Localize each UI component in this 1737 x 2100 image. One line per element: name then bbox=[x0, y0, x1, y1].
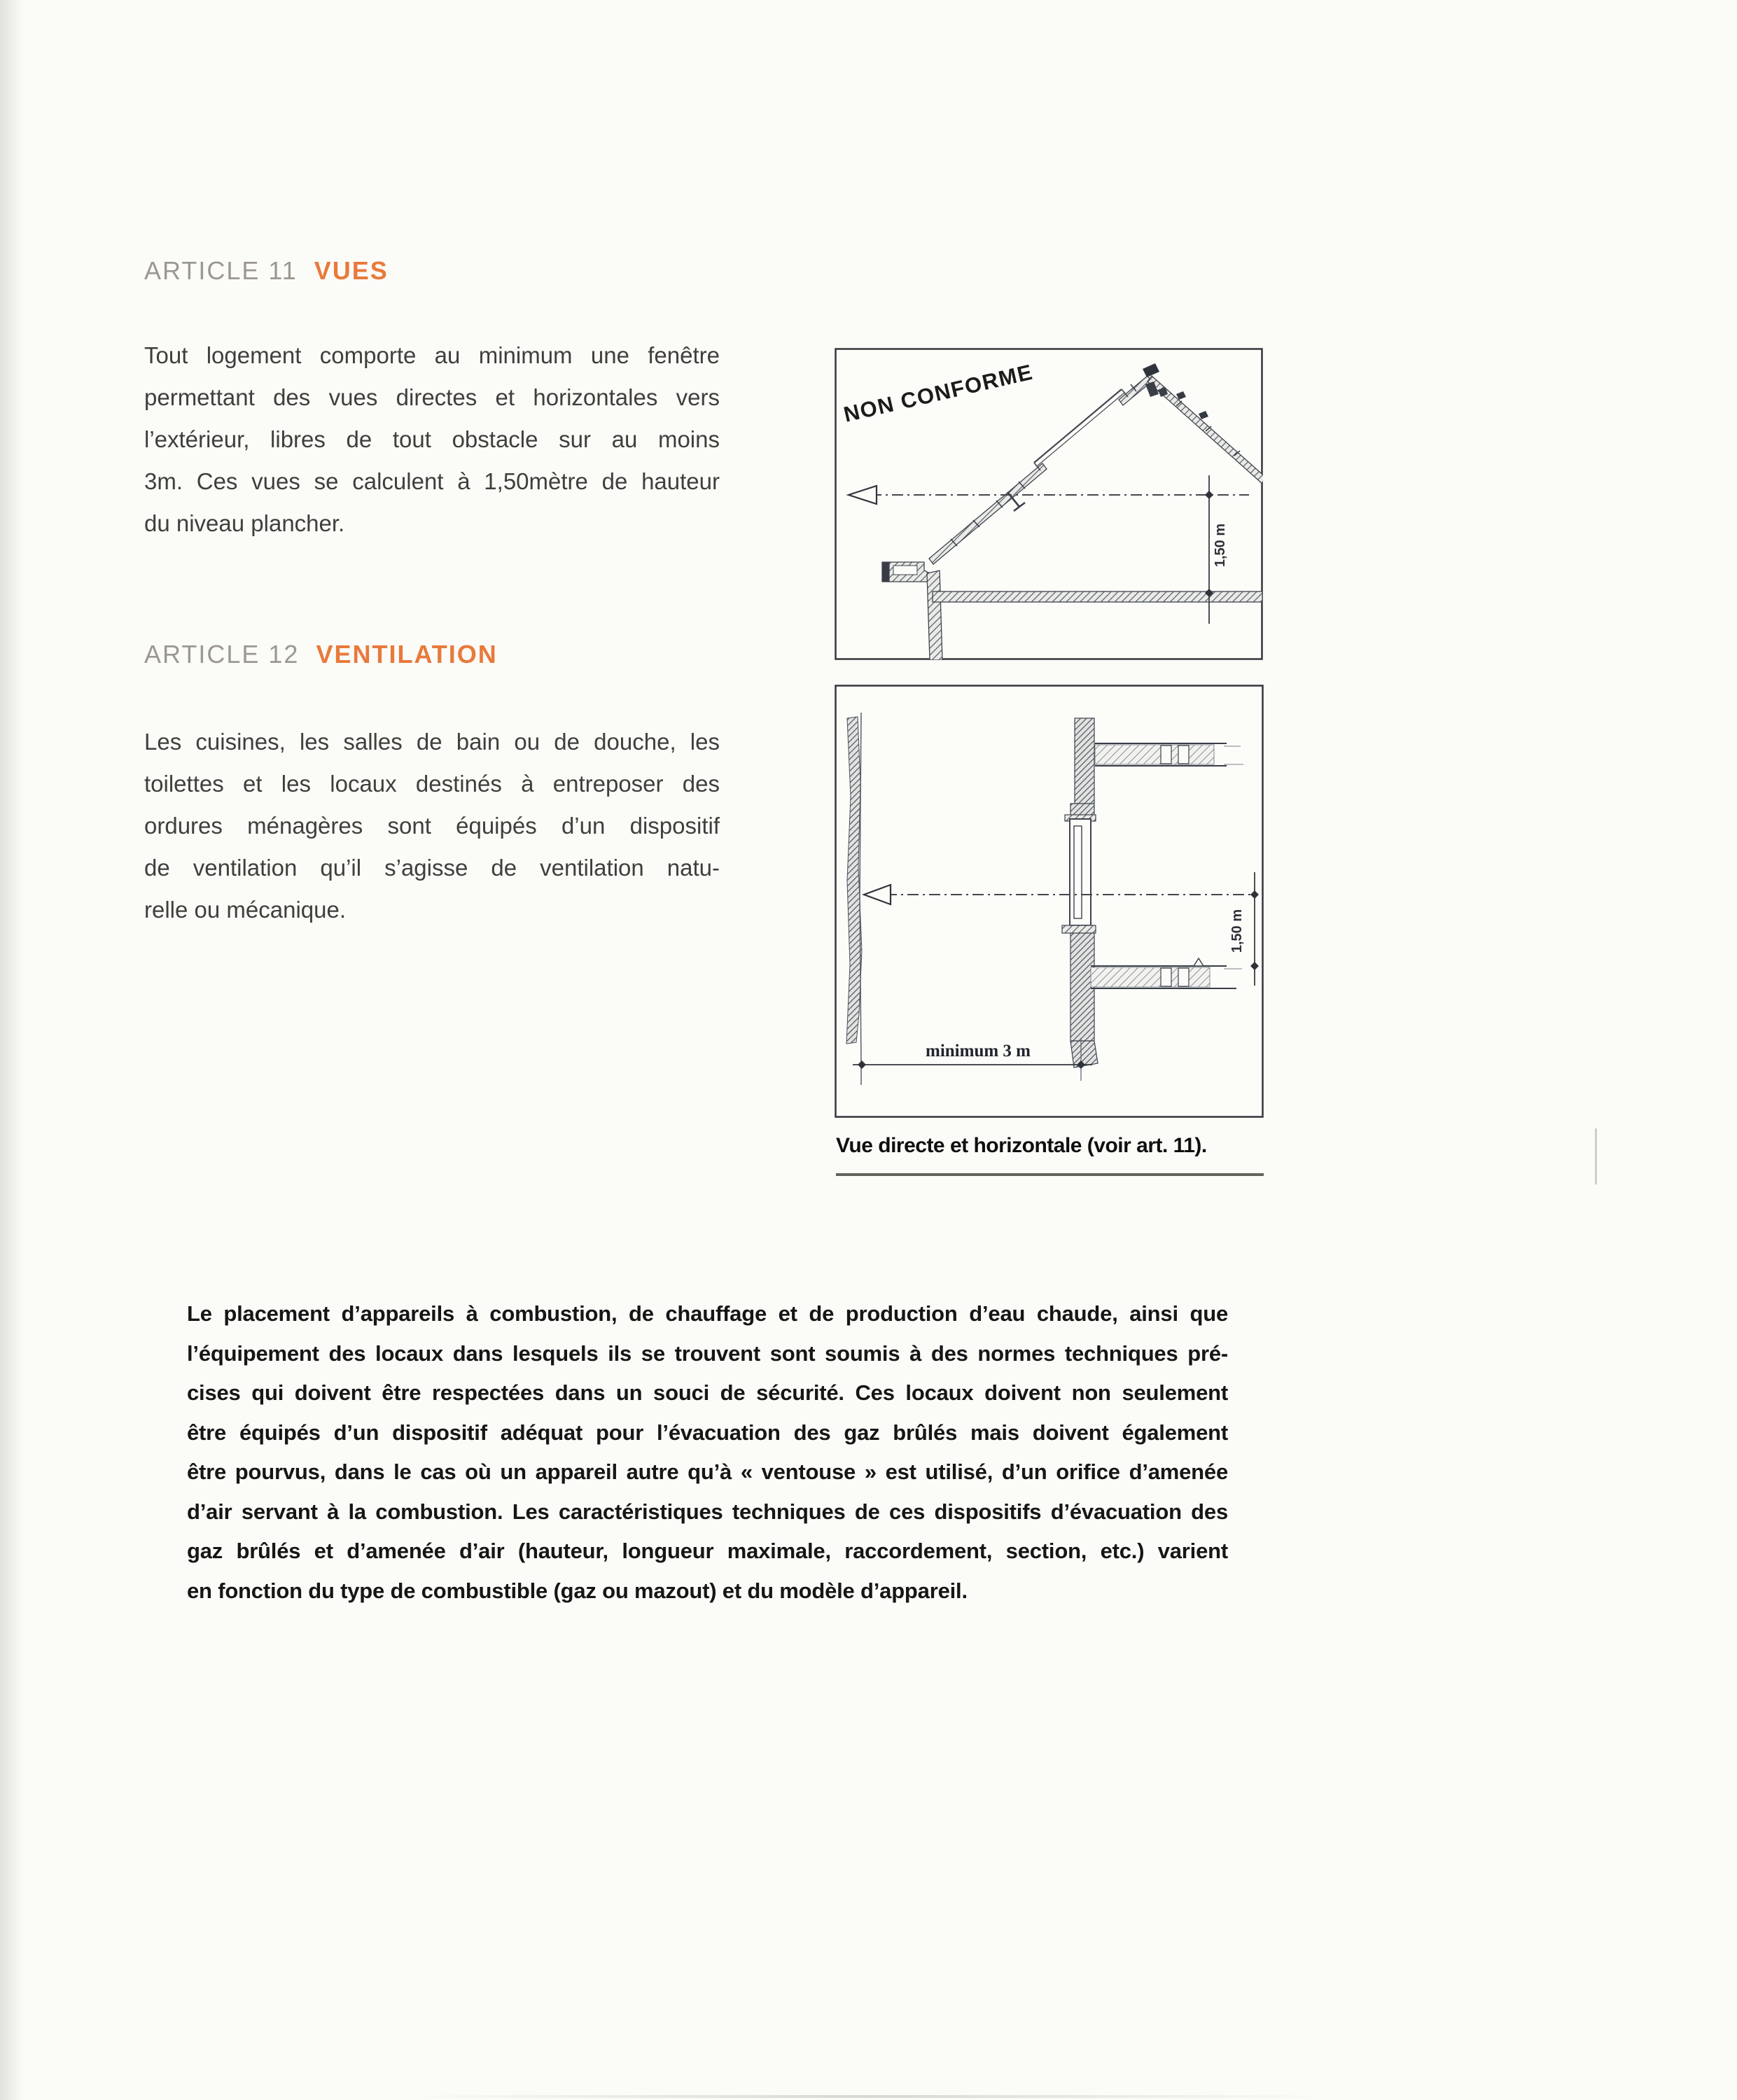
article-12-paragraph bbox=[144, 721, 720, 931]
paragraph-line: d’air servant à la combustion. Les caractéristiques techniques de ces dispositifs d’évacuation des bbox=[187, 1499, 1228, 1524]
article-12-title: VENTILATION bbox=[316, 640, 498, 668]
paragraph-line: l’équipement des locaux dans lesquels ils se trouvent sont soumis à des normes techniques pré- bbox=[187, 1340, 1228, 1366]
paragraph-line: être pourvus, dans le cas où un appareil autre qu’à « ventouse » est utilisé, d’un orifice d’amenée bbox=[187, 1460, 1228, 1484]
paragraph-line: Le placement d’appareils à combustion, de chauffage et de production d’eau chaude, ainsi que bbox=[187, 1301, 1228, 1326]
article-12-heading bbox=[144, 640, 498, 669]
paragraph-line: être équipés d’un dispositif adéquat pour l’évacuation des gaz brûlés mais doivent également bbox=[187, 1420, 1228, 1445]
caption-rule bbox=[836, 1173, 1264, 1176]
info-paragraph bbox=[187, 1294, 1228, 1611]
paragraph-line: relle ou mécanique. bbox=[144, 897, 347, 923]
scan-edge-shading bbox=[0, 0, 24, 2100]
figure-vue-directe bbox=[835, 685, 1264, 1118]
article-11-title: VUES bbox=[314, 256, 389, 285]
paragraph-line: l’extérieur, libres de tout obstacle sur au moins bbox=[144, 426, 720, 452]
paragraph-line: du niveau plancher. bbox=[144, 510, 345, 536]
paragraph-line: en fonction du type de combustible (gaz ou mazout) et du modèle d’appareil. bbox=[187, 1578, 968, 1603]
paragraph-line: ordures ménagères sont équipés d’un dispositif bbox=[144, 813, 720, 839]
window-bottom-sill bbox=[1062, 925, 1096, 933]
height-dimension-label: 1,50 m bbox=[1213, 523, 1228, 568]
paragraph-line: permettant des vues directes et horizontales vers bbox=[144, 384, 720, 410]
distance-dimension-label: minimum 3 m bbox=[926, 1042, 1031, 1060]
figure-non-conforme bbox=[835, 348, 1263, 660]
article-12-number: ARTICLE 12 bbox=[144, 640, 300, 668]
scan-bottom-shadow bbox=[406, 2095, 1330, 2098]
paragraph-line: Tout logement comporte au minimum une fenêtre bbox=[144, 342, 720, 368]
window-frame bbox=[1070, 819, 1091, 925]
article-11-number: ARTICLE 11 bbox=[144, 256, 298, 285]
article-11-paragraph bbox=[144, 335, 720, 545]
paragraph-line: gaz brûlés et d’amenée d’air (hauteur, longueur maximale, raccordement, section, etc.) varient bbox=[187, 1539, 1228, 1563]
non-conforme-stamp: NON CONFORME bbox=[841, 359, 1035, 427]
gutter bbox=[882, 562, 930, 582]
article-11-heading bbox=[144, 256, 389, 286]
paragraph-line: toilettes et les locaux destinés à entreposer des bbox=[144, 771, 720, 797]
height-dimension-label: 1,50 m bbox=[1229, 909, 1245, 953]
paragraph-line: de ventilation qu’il s’agisse de ventilation natu- bbox=[144, 855, 720, 881]
paragraph-line: 3m. Ces vues se calculent à 1,50mètre de hauteur bbox=[144, 468, 720, 494]
paragraph-line: Les cuisines, les salles de bain ou de douche, les bbox=[144, 729, 720, 755]
paragraph-line: cises qui doivent être respectées dans un souci de sécurité. Ces locaux doivent non seulement bbox=[187, 1380, 1228, 1405]
scan-artifact-line bbox=[1595, 1128, 1597, 1184]
figure-caption: Vue directe et horizontale (voir art. 11). bbox=[836, 1134, 1207, 1157]
